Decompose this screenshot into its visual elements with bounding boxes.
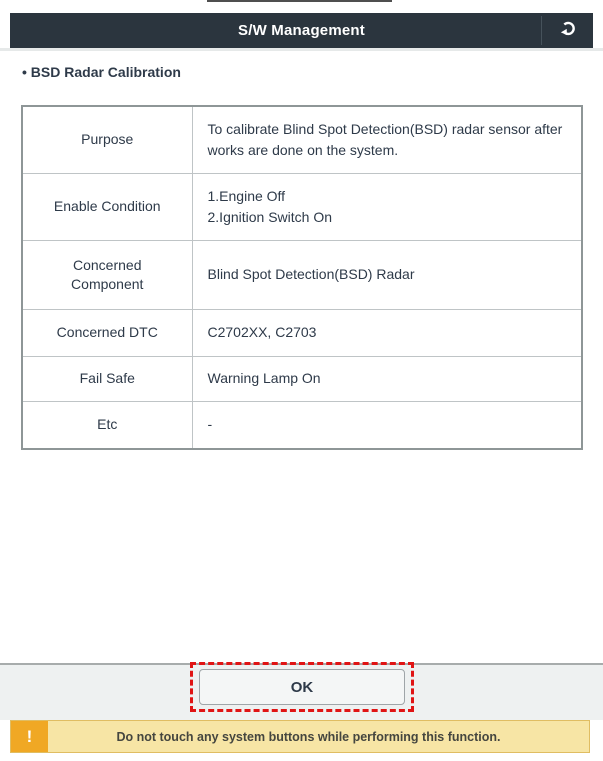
row-value: C2702XX, C2703 (192, 309, 582, 356)
row-label: Purpose (22, 106, 192, 173)
condition-line-2: 2.Ignition Switch On (207, 208, 333, 225)
row-label: Fail Safe (22, 356, 192, 401)
warning-text: Do not touch any system buttons while performing this function. (116, 729, 501, 744)
row-label: Etc (22, 401, 192, 449)
warning-banner (10, 720, 590, 753)
table-row-concerned-dtc (22, 309, 582, 356)
table-row-purpose (22, 106, 582, 173)
return-arrow-icon (557, 17, 579, 44)
exclamation-icon: ! (11, 721, 48, 752)
table-row-etc (22, 401, 582, 449)
row-value: - (192, 401, 582, 449)
header-shadow (0, 48, 603, 51)
title-bar (10, 13, 593, 48)
row-value (192, 173, 582, 240)
row-value: Blind Spot Detection(BSD) Radar (192, 240, 582, 309)
table-row-enable-condition (22, 173, 582, 240)
page-title: S/W Management (238, 22, 365, 39)
window-top-edge (207, 0, 392, 2)
row-value: To calibrate Blind Spot Detection(BSD) radar sensor after works are done on the system. (192, 106, 582, 173)
table-row-concerned-component (22, 240, 582, 309)
row-label: Enable Condition (22, 173, 192, 240)
row-label: Concerned Component (22, 240, 192, 309)
section-title: • BSD Radar Calibration (22, 64, 181, 80)
calibration-info-table (21, 105, 583, 450)
back-button[interactable] (541, 16, 593, 45)
ok-button[interactable]: OK (199, 669, 405, 705)
row-label: Concerned DTC (22, 309, 192, 356)
row-value: Warning Lamp On (192, 356, 582, 401)
condition-line-1: 1.Engine Off (207, 187, 286, 204)
table-row-fail-safe (22, 356, 582, 401)
ok-highlight-annotation (190, 662, 414, 712)
